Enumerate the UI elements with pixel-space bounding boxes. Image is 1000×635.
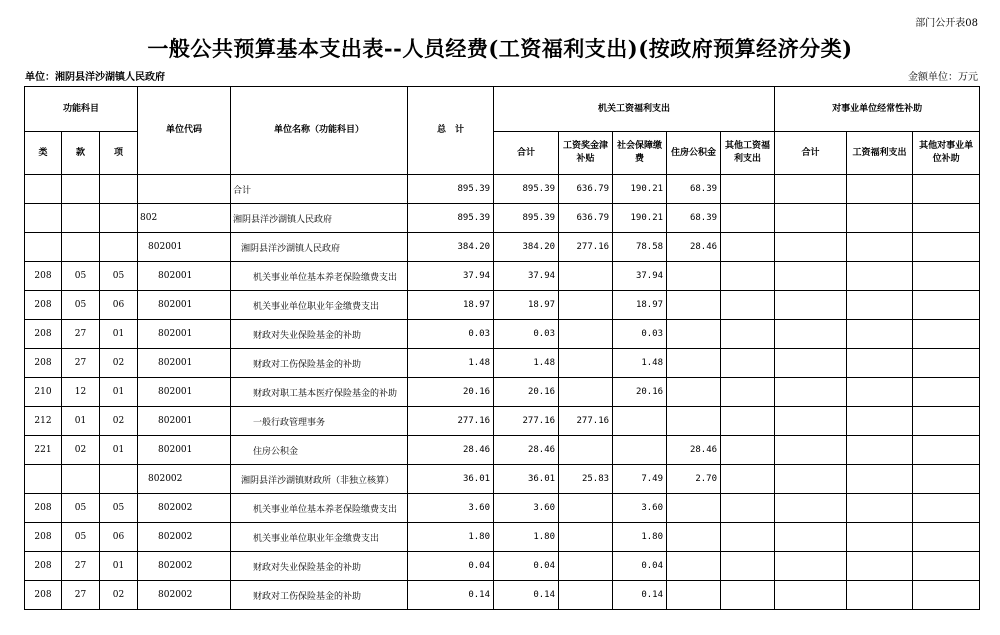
cell-inst-other bbox=[913, 233, 980, 262]
cell-org-total: 0.14 bbox=[494, 581, 559, 610]
cell-social: 18.97 bbox=[613, 291, 667, 320]
cell-inst-other bbox=[913, 291, 980, 320]
cell-org-total: 3.60 bbox=[494, 494, 559, 523]
header-org-social: 社会保障缴费 bbox=[613, 132, 667, 175]
cell-total: 3.60 bbox=[408, 494, 494, 523]
cell-housing bbox=[667, 523, 721, 552]
cell-org-total: 384.20 bbox=[494, 233, 559, 262]
cell-social: 0.14 bbox=[613, 581, 667, 610]
cell-inst-other bbox=[913, 465, 980, 494]
cell-total: 0.14 bbox=[408, 581, 494, 610]
cell-total: 20.16 bbox=[408, 378, 494, 407]
cell-housing bbox=[667, 378, 721, 407]
cell-kuan: 05 bbox=[62, 494, 100, 523]
cell-inst-welfare bbox=[847, 523, 913, 552]
cell-kuan: 01 bbox=[62, 407, 100, 436]
cell-salary bbox=[559, 320, 613, 349]
cell-inst-welfare bbox=[847, 291, 913, 320]
document-code: 部门公开表08 bbox=[915, 18, 978, 29]
cell-social bbox=[613, 407, 667, 436]
cell-lei bbox=[25, 233, 62, 262]
cell-other bbox=[721, 262, 775, 291]
cell-inst-welfare bbox=[847, 494, 913, 523]
cell-inst-total bbox=[775, 407, 847, 436]
cell-inst-welfare bbox=[847, 320, 913, 349]
cell-inst-other bbox=[913, 262, 980, 291]
cell-org-total: 20.16 bbox=[494, 378, 559, 407]
header-func-subject: 功能科目 bbox=[25, 87, 138, 132]
cell-kuan bbox=[62, 465, 100, 494]
cell-unit-name: 合计 bbox=[231, 175, 408, 204]
cell-unit-code: 802001 bbox=[138, 407, 231, 436]
cell-kuan: 05 bbox=[62, 523, 100, 552]
cell-inst-other bbox=[913, 552, 980, 581]
cell-inst-total bbox=[775, 204, 847, 233]
cell-org-total: 895.39 bbox=[494, 175, 559, 204]
cell-unit-code: 802002 bbox=[138, 494, 231, 523]
cell-unit-code: 802001 bbox=[138, 262, 231, 291]
cell-total: 384.20 bbox=[408, 233, 494, 262]
cell-xiang: 01 bbox=[100, 552, 138, 581]
cell-lei: 208 bbox=[25, 262, 62, 291]
cell-inst-total bbox=[775, 175, 847, 204]
cell-unit-code: 802001 bbox=[138, 233, 231, 262]
cell-other bbox=[721, 320, 775, 349]
cell-social: 37.94 bbox=[613, 262, 667, 291]
cell-lei: 208 bbox=[25, 523, 62, 552]
cell-social: 3.60 bbox=[613, 494, 667, 523]
cell-inst-total bbox=[775, 320, 847, 349]
header-org-salary: 工资奖金津补贴 bbox=[559, 132, 613, 175]
cell-other bbox=[721, 204, 775, 233]
header-total: 总 计 bbox=[408, 87, 494, 175]
cell-housing bbox=[667, 552, 721, 581]
cell-xiang bbox=[100, 465, 138, 494]
cell-social: 190.21 bbox=[613, 204, 667, 233]
cell-lei: 208 bbox=[25, 349, 62, 378]
cell-housing bbox=[667, 407, 721, 436]
cell-other bbox=[721, 581, 775, 610]
cell-other bbox=[721, 552, 775, 581]
cell-other bbox=[721, 436, 775, 465]
cell-unit-code: 802001 bbox=[138, 291, 231, 320]
cell-inst-other bbox=[913, 494, 980, 523]
cell-total: 37.94 bbox=[408, 262, 494, 291]
cell-xiang: 02 bbox=[100, 349, 138, 378]
cell-kuan bbox=[62, 233, 100, 262]
cell-inst-total bbox=[775, 233, 847, 262]
cell-inst-welfare bbox=[847, 233, 913, 262]
cell-xiang: 01 bbox=[100, 436, 138, 465]
cell-unit-code: 802002 bbox=[138, 552, 231, 581]
table-row bbox=[25, 581, 980, 610]
cell-housing bbox=[667, 581, 721, 610]
cell-org-total: 37.94 bbox=[494, 262, 559, 291]
cell-other bbox=[721, 378, 775, 407]
cell-unit-name: 财政对职工基本医疗保险基金的补助 bbox=[231, 378, 408, 407]
cell-org-total: 1.80 bbox=[494, 523, 559, 552]
table-row bbox=[25, 465, 980, 494]
cell-unit-code: 802002 bbox=[138, 581, 231, 610]
header-inst-total: 合计 bbox=[775, 132, 847, 175]
cell-housing bbox=[667, 320, 721, 349]
header-lei: 类 bbox=[25, 132, 62, 175]
cell-lei: 208 bbox=[25, 320, 62, 349]
cell-social: 190.21 bbox=[613, 175, 667, 204]
cell-kuan: 02 bbox=[62, 436, 100, 465]
budget-table bbox=[24, 86, 980, 610]
cell-housing: 28.46 bbox=[667, 436, 721, 465]
header-org-other: 其他工资福利支出 bbox=[721, 132, 775, 175]
table-row bbox=[25, 349, 980, 378]
cell-kuan: 27 bbox=[62, 581, 100, 610]
cell-social: 78.58 bbox=[613, 233, 667, 262]
cell-org-total: 895.39 bbox=[494, 204, 559, 233]
cell-salary bbox=[559, 291, 613, 320]
cell-salary bbox=[559, 436, 613, 465]
header-kuan: 款 bbox=[62, 132, 100, 175]
cell-other bbox=[721, 175, 775, 204]
cell-xiang: 02 bbox=[100, 581, 138, 610]
header-org-group: 机关工资福利支出 bbox=[494, 87, 775, 132]
header-inst-group: 对事业单位经常性补助 bbox=[775, 87, 980, 132]
cell-lei: 221 bbox=[25, 436, 62, 465]
table-row bbox=[25, 378, 980, 407]
cell-salary bbox=[559, 581, 613, 610]
cell-salary bbox=[559, 494, 613, 523]
cell-org-total: 1.48 bbox=[494, 349, 559, 378]
cell-org-total: 28.46 bbox=[494, 436, 559, 465]
cell-housing: 68.39 bbox=[667, 175, 721, 204]
cell-org-total: 36.01 bbox=[494, 465, 559, 494]
cell-xiang: 02 bbox=[100, 407, 138, 436]
table-row bbox=[25, 552, 980, 581]
page-title: 一般公共预算基本支出表--人员经费(工资福利支出)(按政府预算经济分类) bbox=[147, 36, 853, 61]
cell-kuan: 05 bbox=[62, 262, 100, 291]
cell-other bbox=[721, 407, 775, 436]
cell-org-total: 18.97 bbox=[494, 291, 559, 320]
cell-inst-total bbox=[775, 378, 847, 407]
cell-inst-other bbox=[913, 436, 980, 465]
cell-lei bbox=[25, 175, 62, 204]
cell-total: 0.04 bbox=[408, 552, 494, 581]
cell-lei: 208 bbox=[25, 581, 62, 610]
cell-xiang: 06 bbox=[100, 523, 138, 552]
cell-unit-code: 802 bbox=[138, 204, 231, 233]
cell-kuan: 27 bbox=[62, 349, 100, 378]
table-row bbox=[25, 494, 980, 523]
header-inst-welfare: 工资福利支出 bbox=[847, 132, 913, 175]
cell-inst-other bbox=[913, 204, 980, 233]
table-row bbox=[25, 523, 980, 552]
cell-xiang bbox=[100, 204, 138, 233]
cell-lei: 208 bbox=[25, 552, 62, 581]
cell-xiang: 05 bbox=[100, 262, 138, 291]
cell-unit-name: 机关事业单位职业年金缴费支出 bbox=[231, 523, 408, 552]
cell-salary bbox=[559, 378, 613, 407]
cell-unit-code: 802001 bbox=[138, 378, 231, 407]
cell-other bbox=[721, 494, 775, 523]
cell-salary bbox=[559, 523, 613, 552]
cell-inst-total bbox=[775, 523, 847, 552]
cell-total: 1.80 bbox=[408, 523, 494, 552]
cell-inst-other bbox=[913, 523, 980, 552]
table-row bbox=[25, 407, 980, 436]
cell-social: 0.04 bbox=[613, 552, 667, 581]
cell-other bbox=[721, 465, 775, 494]
cell-inst-total bbox=[775, 436, 847, 465]
cell-total: 895.39 bbox=[408, 175, 494, 204]
cell-org-total: 0.03 bbox=[494, 320, 559, 349]
cell-total: 0.03 bbox=[408, 320, 494, 349]
table-row bbox=[25, 262, 980, 291]
cell-salary: 25.83 bbox=[559, 465, 613, 494]
cell-inst-welfare bbox=[847, 436, 913, 465]
table-row bbox=[25, 233, 980, 262]
cell-social: 1.80 bbox=[613, 523, 667, 552]
cell-social bbox=[613, 436, 667, 465]
cell-kuan bbox=[62, 204, 100, 233]
cell-unit-name: 财政对工伤保险基金的补助 bbox=[231, 349, 408, 378]
cell-other bbox=[721, 233, 775, 262]
cell-lei: 212 bbox=[25, 407, 62, 436]
cell-inst-total bbox=[775, 349, 847, 378]
cell-salary bbox=[559, 262, 613, 291]
cell-inst-welfare bbox=[847, 378, 913, 407]
cell-inst-total bbox=[775, 494, 847, 523]
cell-housing bbox=[667, 291, 721, 320]
cell-inst-total bbox=[775, 465, 847, 494]
cell-unit-name: 机关事业单位基本养老保险缴费支出 bbox=[231, 262, 408, 291]
cell-housing: 28.46 bbox=[667, 233, 721, 262]
header-org-total: 合计 bbox=[494, 132, 559, 175]
cell-total: 895.39 bbox=[408, 204, 494, 233]
cell-unit-code: 802002 bbox=[138, 523, 231, 552]
cell-salary bbox=[559, 349, 613, 378]
amount-unit: 金额单位：万元 bbox=[908, 72, 978, 83]
cell-lei: 208 bbox=[25, 494, 62, 523]
cell-lei bbox=[25, 204, 62, 233]
cell-unit-name: 机关事业单位基本养老保险缴费支出 bbox=[231, 494, 408, 523]
cell-xiang: 06 bbox=[100, 291, 138, 320]
cell-org-total: 277.16 bbox=[494, 407, 559, 436]
cell-housing: 68.39 bbox=[667, 204, 721, 233]
cell-inst-total bbox=[775, 552, 847, 581]
cell-org-total: 0.04 bbox=[494, 552, 559, 581]
cell-unit-name: 财政对工伤保险基金的补助 bbox=[231, 581, 408, 610]
cell-unit-code: 802001 bbox=[138, 436, 231, 465]
cell-xiang: 05 bbox=[100, 494, 138, 523]
cell-unit-name: 湘阴县洋沙湖镇人民政府 bbox=[231, 233, 408, 262]
table-row bbox=[25, 436, 980, 465]
table-row bbox=[25, 175, 980, 204]
cell-inst-total bbox=[775, 291, 847, 320]
cell-unit-name: 财政对失业保险基金的补助 bbox=[231, 552, 408, 581]
cell-salary: 636.79 bbox=[559, 175, 613, 204]
header-org-housing: 住房公积金 bbox=[667, 132, 721, 175]
cell-housing: 2.70 bbox=[667, 465, 721, 494]
cell-xiang: 01 bbox=[100, 378, 138, 407]
header-row-1 bbox=[25, 87, 980, 132]
cell-inst-welfare bbox=[847, 552, 913, 581]
cell-housing bbox=[667, 349, 721, 378]
cell-salary: 277.16 bbox=[559, 233, 613, 262]
header-unit-code: 单位代码 bbox=[138, 87, 231, 175]
cell-inst-other bbox=[913, 407, 980, 436]
cell-unit-name: 财政对失业保险基金的补助 bbox=[231, 320, 408, 349]
cell-inst-total bbox=[775, 581, 847, 610]
cell-unit-name: 湘阴县洋沙湖镇人民政府 bbox=[231, 204, 408, 233]
table-row bbox=[25, 320, 980, 349]
cell-xiang: 01 bbox=[100, 320, 138, 349]
table-body bbox=[25, 175, 980, 610]
header-unit-name: 单位名称（功能科目） bbox=[231, 87, 408, 175]
cell-other bbox=[721, 349, 775, 378]
cell-lei bbox=[25, 465, 62, 494]
cell-unit-name: 湘阴县洋沙湖镇财政所（非独立核算） bbox=[231, 465, 408, 494]
cell-lei: 210 bbox=[25, 378, 62, 407]
cell-kuan: 27 bbox=[62, 552, 100, 581]
cell-lei: 208 bbox=[25, 291, 62, 320]
cell-inst-welfare bbox=[847, 349, 913, 378]
cell-social: 0.03 bbox=[613, 320, 667, 349]
cell-social: 20.16 bbox=[613, 378, 667, 407]
cell-total: 1.48 bbox=[408, 349, 494, 378]
cell-salary bbox=[559, 552, 613, 581]
cell-inst-other bbox=[913, 175, 980, 204]
cell-inst-welfare bbox=[847, 581, 913, 610]
cell-unit-code: 802001 bbox=[138, 349, 231, 378]
cell-other bbox=[721, 291, 775, 320]
cell-salary: 277.16 bbox=[559, 407, 613, 436]
reporting-unit: 单位：湘阴县洋沙湖镇人民政府 bbox=[25, 72, 165, 83]
cell-inst-welfare bbox=[847, 465, 913, 494]
cell-inst-other bbox=[913, 349, 980, 378]
cell-social: 1.48 bbox=[613, 349, 667, 378]
cell-kuan: 27 bbox=[62, 320, 100, 349]
cell-inst-welfare bbox=[847, 407, 913, 436]
cell-unit-name: 住房公积金 bbox=[231, 436, 408, 465]
header-xiang: 项 bbox=[100, 132, 138, 175]
cell-total: 277.16 bbox=[408, 407, 494, 436]
cell-inst-welfare bbox=[847, 204, 913, 233]
cell-unit-name: 机关事业单位职业年金缴费支出 bbox=[231, 291, 408, 320]
cell-social: 7.49 bbox=[613, 465, 667, 494]
cell-housing bbox=[667, 262, 721, 291]
cell-inst-welfare bbox=[847, 175, 913, 204]
cell-inst-other bbox=[913, 581, 980, 610]
cell-xiang bbox=[100, 175, 138, 204]
header-inst-other: 其他对事业单位补助 bbox=[913, 132, 980, 175]
cell-salary: 636.79 bbox=[559, 204, 613, 233]
cell-unit-code: 802002 bbox=[138, 465, 231, 494]
cell-unit-code: 802001 bbox=[138, 320, 231, 349]
cell-total: 28.46 bbox=[408, 436, 494, 465]
cell-total: 36.01 bbox=[408, 465, 494, 494]
cell-xiang bbox=[100, 233, 138, 262]
cell-inst-other bbox=[913, 378, 980, 407]
cell-kuan bbox=[62, 175, 100, 204]
cell-unit-code bbox=[138, 175, 231, 204]
table-row bbox=[25, 291, 980, 320]
table-row bbox=[25, 204, 980, 233]
cell-total: 18.97 bbox=[408, 291, 494, 320]
cell-other bbox=[721, 523, 775, 552]
cell-inst-welfare bbox=[847, 262, 913, 291]
cell-kuan: 12 bbox=[62, 378, 100, 407]
cell-inst-other bbox=[913, 320, 980, 349]
cell-kuan: 05 bbox=[62, 291, 100, 320]
cell-unit-name: 一般行政管理事务 bbox=[231, 407, 408, 436]
cell-inst-total bbox=[775, 262, 847, 291]
cell-housing bbox=[667, 494, 721, 523]
